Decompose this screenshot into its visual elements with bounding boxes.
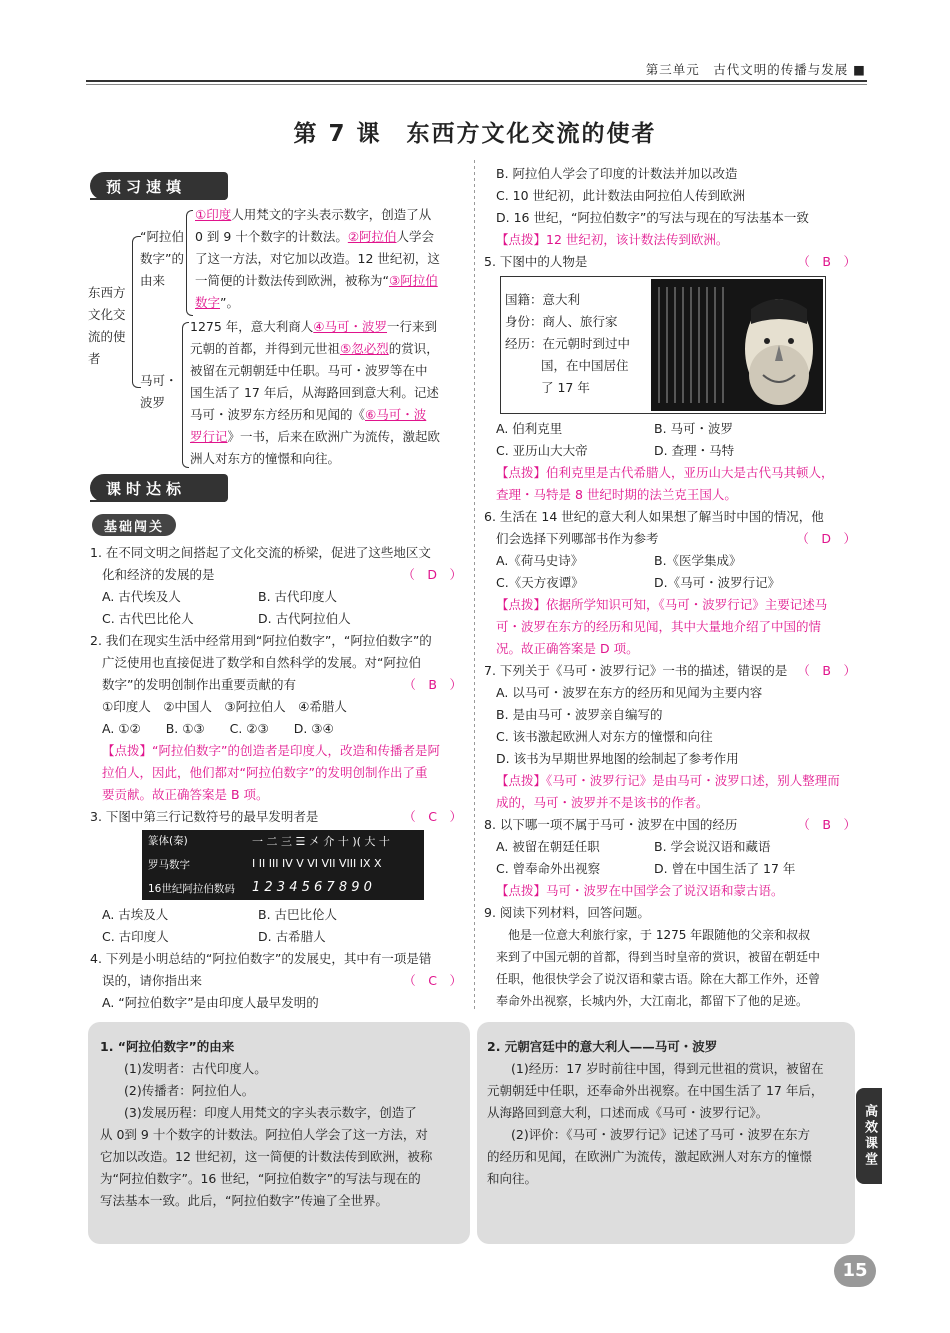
section-lesson: 课时达标 — [90, 474, 228, 502]
branch2-text: 1275 年，意大利商人④马可・波罗一行来到 元朝的首都，并得到元世祖⑤忽必烈的赏识， 被留在元朝朝廷中任职。马可・波罗等在中 国生活了 17 年后，从海路回到意大利。记述 马可・波罗东方经历和见闻的《⑥马可・波 罗行记》一书，后来在欧洲广为流传，激起欧 洲人对东方的憧憬和向往。 — [190, 319, 441, 466]
mindmap-root: 东西方 文化交 流的使 者 — [88, 285, 126, 366]
branch1-brace — [186, 210, 193, 316]
numeral-table-image: 篆体(秦) 罗马数字 16世纪阿拉伯数码 一 二 三 ☰ 㐅 介 十 )( 大 十 I II III IV V VI VII VIII IX X 1 2 3 4 5 6 7 8 9 0 — [142, 830, 424, 900]
note-box-left: 1. “阿拉伯数字”的由来 (1)发明者：古代印度人。 (2)传播者：阿拉伯人。 (3)发展历程：印度人用梵文的字头表示数字，创造了 从 0到 9 十个数字的计数法。阿拉伯人学会了这一方法，对 它加以改造。12 世纪初，这一简便的计数法传到欧洲，被称 为“阿拉伯数字”。16 世纪，“阿拉伯数字”的写法与现在的 写法基本一致。此后，“阿拉伯数字”传遍了全世界。 — [88, 1022, 470, 1244]
mindmap-branch-2: 马可・ 波罗 — [140, 373, 178, 410]
subsection-basic: 基础闯关 — [92, 514, 176, 536]
note-box-right: 2. 元朝宫廷中的意大利人——马可・波罗 (1)经历：17 岁时前往中国，得到元世祖的赏识，被留在 元朝朝廷中任职，还奉命外出视察。在中国生活了 17 年后， 从海路回到意大利，口述而成《马可・波罗行记》。 (2)评价：《马可・波罗行记》记述了马可・波罗在东方 的经历和见闻，在欧洲广为流传，激起欧洲人对东方的憧憬 和向往。 — [477, 1022, 855, 1244]
right-questions: B. 阿拉伯人学会了印度的计数法并加以改造 C. 10 世纪初，此计数法由阿拉伯人传到欧洲 D. 16 世纪，“阿拉伯数字”的写法与现在的写法基本一致 【点拨】12 世纪初，该计数法传到欧洲。 5. 下图中的人物是 （ B ） — [484, 166, 856, 269]
branch2-brace — [182, 322, 189, 468]
right-questions-2: A. 伯利克里 B. 马可・波罗 C. 亚历山大大帝 D. 查理・马特 【点拨】伯利克里是古代希腊人，亚历山大是古代马其顿人， 查理・马特是 8 世纪时期的法兰克王国人。 6. 生活在 14 世纪的意大利人如果想了解当时中国的情况，他 们会选择下列哪部书作为参考 （ D ） A.《荷马史诗》 B.《医学集成》 C.《天方夜谭》 D.《马可・波罗行记》 【点拨】依据所学知识可知，《马可・波罗行记》主要记述马 可・波罗在东方的经历和见闻，其中大量地介绍了中国的情 况。故正确答案是 D 项。 7. 下列关于《马可・波罗行记》一书的描述，错误的是 （ B ） A. 以马可・波罗在东方的经历和见闻为主要内容 B. 是由马可・波罗亲自编写的 C. 该书激起欧洲人对东方的憧憬和向往 D. 该书为早期世界地图的绘制起了参考作用 【点拨】《马可・波罗行记》是由马可・波罗口述，别人整理而 成的，马可・波罗并不是该书的作者。 8. 以下哪一项不属于马可・波罗在中国的经历 （ B ） A. 被留在朝廷任职 B. 学会说汉语和藏语 C. 曾奉命外出视察 D. 曾在中国生活了 17 年 【点拨】马可・波罗在中国学会了说汉语和蒙古语。 9. 阅读下列材料，回答问题。 他是一位意大利旅行家，于 1275 年跟随他的父亲和叔叔 来到了中国元朝的首都，得到当时皇帝的赏识，被留在朝廷中 任职，他很快学会了说汉语和蒙古语。除在大都工作外，还曾 奉命外出视察，长城内外，大江南北，都留下了他的足迹。 — [484, 421, 856, 1008]
left-questions-2: A. 古埃及人 B. 古巴比伦人 C. 古印度人 D. 古希腊人 4. 下列是小明总结的“阿拉伯数字”的发展史，其中有一项是错 误的，请你指出来 （ C ） A. “阿拉伯数字”是由印度人最早发明的 — [90, 907, 462, 1010]
left-questions: 1. 在不同文明之间搭起了文化交流的桥梁，促进了这些地区文 化和经济的发展的是 （ D ） A. 古代埃及人 B. 古代印度人 C. 古代巴比伦人 D. 古代阿拉伯人 2. 我们在现实生活中经常用到“阿拉伯数字”，“阿拉伯数字”的 广泛使用也直接促进了数学和自然科学的发展。对“阿拉伯 数字”的发明创制作出重要贡献的有 （ B ） ①印度人 ②中国人 ③阿拉伯人 ④希腊人 A. ①② B. ①③ C. ②③ D. ③④ 【点拨】“阿拉伯数字”的创造者是印度人，改造和传播者是阿 拉伯人，因此，他们都对“阿拉伯数字”的发明创制作出了重 要贡献。故正确答案是 B 项。 3. 下图中第三行记数符号的最早发明者是 （ C ） — [90, 545, 462, 824]
running-header: 第三单元 古代文明的传播与发展 ■ — [645, 62, 866, 77]
section-underline — [90, 500, 225, 502]
header-rule — [86, 80, 867, 82]
page-title: 第 7 课 东西方文化交流的使者 — [293, 121, 657, 147]
section-underline — [90, 198, 225, 200]
branch1-text: ①印度人用梵文的字头表示数字，创造了从 0 到 9 十个数字的计数法。②阿拉伯人学会 了这一方法，对它加以改造。12 世纪初，这 一简便的计数法传到欧洲，被称为“③阿拉伯 数字”。 — [195, 207, 440, 310]
marco-polo-figure: 国籍：意大利 身份：商人、旅行家 经历：在元朝时到过中 国，在中国居住 了 17 年 — [500, 276, 826, 414]
marco-polo-portrait — [651, 279, 823, 411]
column-divider — [474, 160, 475, 1010]
header-rule-thin — [86, 84, 867, 85]
page-number: 15 — [834, 1255, 876, 1287]
mindmap-branch-1: “阿拉伯 数字”的 由来 — [140, 229, 184, 288]
side-tab: 高效课堂 — [856, 1088, 882, 1184]
section-preview: 预习速填 — [90, 172, 228, 200]
